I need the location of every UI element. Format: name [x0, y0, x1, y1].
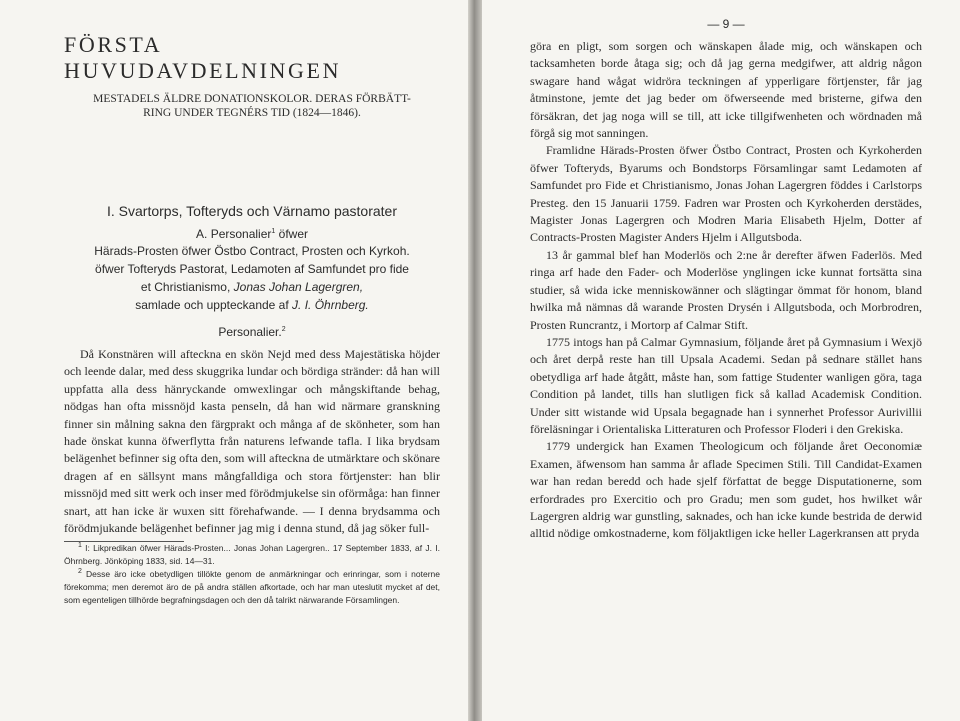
footnote-1 [64, 542, 440, 568]
chapter-title: FÖRSTA HUVUDAVDELNINGEN [64, 32, 342, 83]
left-body-paragraph: Då Konstnären will afteckna en skön Nejd med dess Majestätiska höjder och leende dalar, med dess skuggrika lundar och bördiga stränder: då han will uppfatta alla dess hänryckande omwexlingar och mångskiftande behag, nödgas han ofta missnöjd kasta penseln, då han wid närmare granskning finner sin målning sakna den färgprakt och många af de skönheter, som han hade önskat kunna öfwerflytta från naturens lefwande tafla. I lika brydsam belägenhet befinner sig ofta den, som will afteckna de utmärktare och skönare dragen af en sällsynt mans mångfalldiga och stora förtjenster: han blir missnöjd med sitt werk och inser med förödmjukelse sin oförmåga: han finner snart, att han icke är wuxen sitt förehafwande. — I denna brydsamma och förödmjukande belägenhet befinner jag mig i denna stund, då jag söker full- [64, 347, 440, 536]
lead-title [64, 242, 440, 314]
right-body-text [530, 38, 922, 543]
page-number: — 9 — [707, 17, 745, 31]
lead-title-line-3-text: et Christianismo, [140, 280, 231, 294]
subsection-heading-after: öfwer [278, 227, 308, 241]
footnote-1-text: I: Likpredikan öfwer Härads-Prosten... Jonas Johan Lagergren.. 17 September 1833, af J. I. Öhrnberg. Jönköping 1833, sid. 14—31. [64, 543, 440, 567]
subsection-heading [64, 227, 440, 242]
chapter-subtitle-line-1: MESTADELS ÄLDRE DONATIONSKOLOR. DERAS FÖRBÄTT- [93, 93, 411, 105]
personalier-heading-text: Personalier. [218, 325, 282, 339]
lead-title-author: J. I. Öhrnberg. [292, 298, 369, 312]
footnote-2-text: Desse äro icke obetydligen tillökte genom de anmärkningar och erinringar, som i noterne förekomma; men deremot äro de på andra ställen afkortade, och har man uteslutit mycket af det, som egenteligen tillhörde begrafningsdagen och den då talrikt närwarande Församlingen. [64, 569, 440, 606]
left-page [0, 0, 468, 721]
lead-title-line-4-text: samlade och uppteckande af [135, 298, 289, 312]
footnote-2-number: 2 [78, 568, 82, 576]
right-paragraph-3: 13 år gammal blef han Moderlös och 2:ne år derefter äfwen Faderlös. Med ringa arf hade den Fader- och Moderlöse ynglingen icke kunnat fortsätta sina studier, så wida icke menniskowänner och slägtingar ömmat för honom, bland hwilka må nämnas då warande Prosten Drysén i Allgutsboda, och Morbrodren, Prosten Runcrantz, i Mortorp af Calmar Stift. [530, 247, 922, 332]
personalier-heading [64, 324, 440, 340]
footnote-ref-1: 1 [271, 228, 276, 235]
right-paragraph-2: Framlidne Härads-Prosten öfwer Östbo Contract, Prosten och Kyrkoherden öfwer Tofteryds, Byarums och Bondstorps Församlingar samt Ledamoten af Samfundet pro Fide et Christianismo, Jonas Johan Lagergren föddes i Carlstorps Presteg. den 15 Januarii 1759. Fadren war Prosten och Kyrkoherden derstädes, Magister Jonas Lagergren och Modren Maria Elisabeth Hjelm, Dotter af Contracts-Prosten Magister Anders Hjelm i Allgutsboda. [530, 143, 922, 245]
footnote-ref-2: 2 [281, 326, 286, 333]
footnote-1-number: 1 [78, 542, 82, 550]
chapter-subtitle [64, 92, 440, 120]
book-gutter [468, 0, 482, 721]
left-body-text [64, 346, 440, 537]
lead-title-line-1: Härads-Prosten öfwer Östbo Contract, Prosten och Kyrkoh. [94, 244, 410, 258]
footnotes [64, 542, 440, 607]
right-paragraph-1: göra en pligt, som sorgen och wänskapen ålade mig, och wänskapen och tacksamheten borde åtaga sig; och då jag gerna medgifwer, att aldrig någon swagare hand wågat widröra teckningen af ypperligare förtjenster, får jag åtminstone, jemte det jag beder om öfwerseende med bristerne, gifwa den försäkran, det jag noga will se till, att icke tillgifwenheten och wördnaden må förgå sig mot sanningen. [530, 39, 922, 141]
lead-title-line-3 [64, 278, 440, 296]
footnote-2 [64, 568, 440, 607]
right-paragraph-4: 1775 intogs han på Calmar Gymnasium, följande året på Gymnasium i Wexjö och året derpå reste han till Upsala Academi. Sedan på sednare stället hans obetydliga arf hade åtgått, måste han, som fattige Studenter wanligen göra, taga Condition på landet, tills han slutligen fick så kallad Academisk Condition. Under sitt wistande wid Upsala begagnade han i synnerhet Professor Aurivillii föreläsningar i Orientaliska Litteraturen och Professor Floderi i den Grekiska. [530, 334, 922, 436]
lead-title-line-4 [64, 296, 440, 314]
lead-title-line-2: öfwer Tofteryds Pastorat, Ledamoten af Samfundet pro fide [95, 262, 409, 276]
chapter-subtitle-line-2: RING UNDER TEGNÉRS TID (1824—1846). [143, 107, 361, 119]
subsection-heading-text: A. Personalier [196, 227, 272, 241]
right-page [482, 0, 960, 721]
lead-title-name: Jonas Johan Lagergren, [233, 280, 364, 294]
section-title: I. Svartorps, Tofteryds och Värnamo pastorater [107, 203, 397, 219]
right-paragraph-5: 1779 undergick han Examen Theologicum och följande året Oeconomiæ Examen, äfwensom han samma år aflade Specimen Stili. Till Candidat-Examen war han redan beredd och hade sjelf författat de begge Disputationerne, som erfordrades pro Exercitio och pro Gradu; men som gudet, hos hwilket wår Lagergren aldrig war gunstling, saknades, och han icke kunde bestrida de derwid alltid nödige omkostnaderne, kom följaktligen icke heller Lagerkransen att pryda [530, 439, 922, 541]
